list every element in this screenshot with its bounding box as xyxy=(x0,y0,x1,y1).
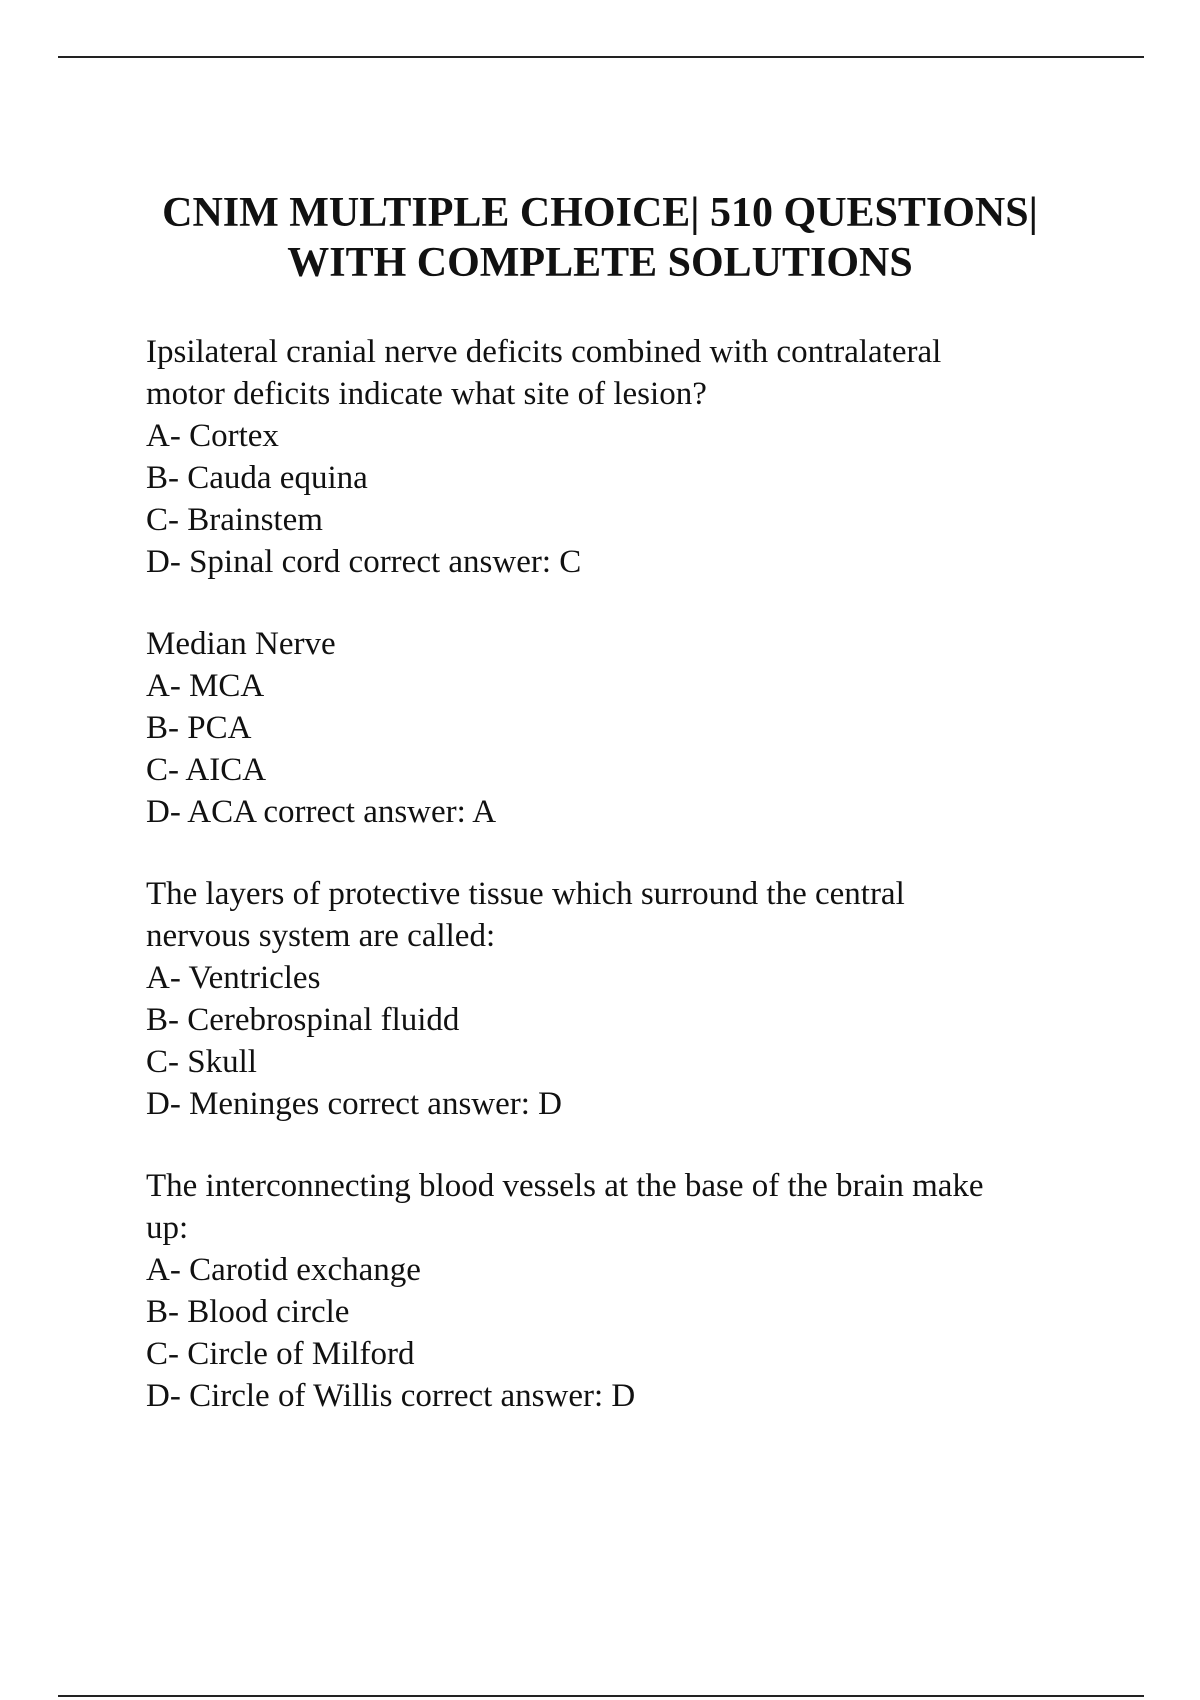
question-4-option-d-row xyxy=(146,1375,1096,1417)
question-4-option-a: A- Carotid exchange xyxy=(146,1252,421,1288)
question-1-option-d-row xyxy=(146,541,1096,583)
document-title xyxy=(0,188,1200,288)
question-3-option-d-row xyxy=(146,1083,1096,1125)
question-1-answer: correct answer: C xyxy=(348,544,582,580)
question-2-option-d-row xyxy=(146,791,1096,833)
question-2-option-c: C- AICA xyxy=(146,752,267,788)
bottom-divider xyxy=(58,1695,1144,1697)
question-1-stem-line-2: motor deficits indicate what site of lesion? xyxy=(146,376,707,412)
question-2-option-d: D- ACA xyxy=(146,794,256,830)
question-2-option-a: A- MCA xyxy=(146,668,265,704)
question-1-option-a: A- Cortex xyxy=(146,418,279,454)
question-4 xyxy=(146,1165,1096,1417)
question-2-stem-line-1: Median Nerve xyxy=(146,626,336,662)
question-4-stem-line-2: up: xyxy=(146,1210,189,1246)
question-1-option-c: C- Brainstem xyxy=(146,502,323,538)
question-2 xyxy=(146,623,1096,833)
question-3-stem-line-1: The layers of protective tissue which surround the central xyxy=(146,876,905,912)
question-3 xyxy=(146,873,1096,1125)
question-1-option-b: B- Cauda equina xyxy=(146,460,368,496)
question-3-stem-line-2: nervous system are called: xyxy=(146,918,496,954)
question-1-option-d: D- Spinal cord xyxy=(146,544,341,580)
question-2-answer: correct answer: A xyxy=(263,794,497,830)
question-4-option-d: D- Circle of Willis xyxy=(146,1378,393,1414)
question-3-option-a: A- Ventricles xyxy=(146,960,321,996)
question-3-option-b: B- Cerebrospinal fluidd xyxy=(146,1002,460,1038)
question-3-option-d: D- Meninges xyxy=(146,1086,320,1122)
question-2-option-b: B- PCA xyxy=(146,710,252,746)
question-list xyxy=(146,331,1096,1457)
question-4-answer: correct answer: D xyxy=(400,1378,636,1414)
question-3-option-c: C- Skull xyxy=(146,1044,257,1080)
question-1 xyxy=(146,331,1096,583)
top-divider xyxy=(58,56,1144,58)
question-4-option-b: B- Blood circle xyxy=(146,1294,350,1330)
question-4-stem-line-1: The interconnecting blood vessels at the base of the brain make xyxy=(146,1168,984,1204)
question-4-option-c: C- Circle of Milford xyxy=(146,1336,415,1372)
title-line-1: CNIM MULTIPLE CHOICE| 510 QUESTIONS| xyxy=(162,190,1038,236)
question-3-answer: correct answer: D xyxy=(327,1086,563,1122)
question-1-stem-line-1: Ipsilateral cranial nerve deficits combined with contralateral xyxy=(146,334,942,370)
title-line-2: WITH COMPLETE SOLUTIONS xyxy=(287,240,913,286)
